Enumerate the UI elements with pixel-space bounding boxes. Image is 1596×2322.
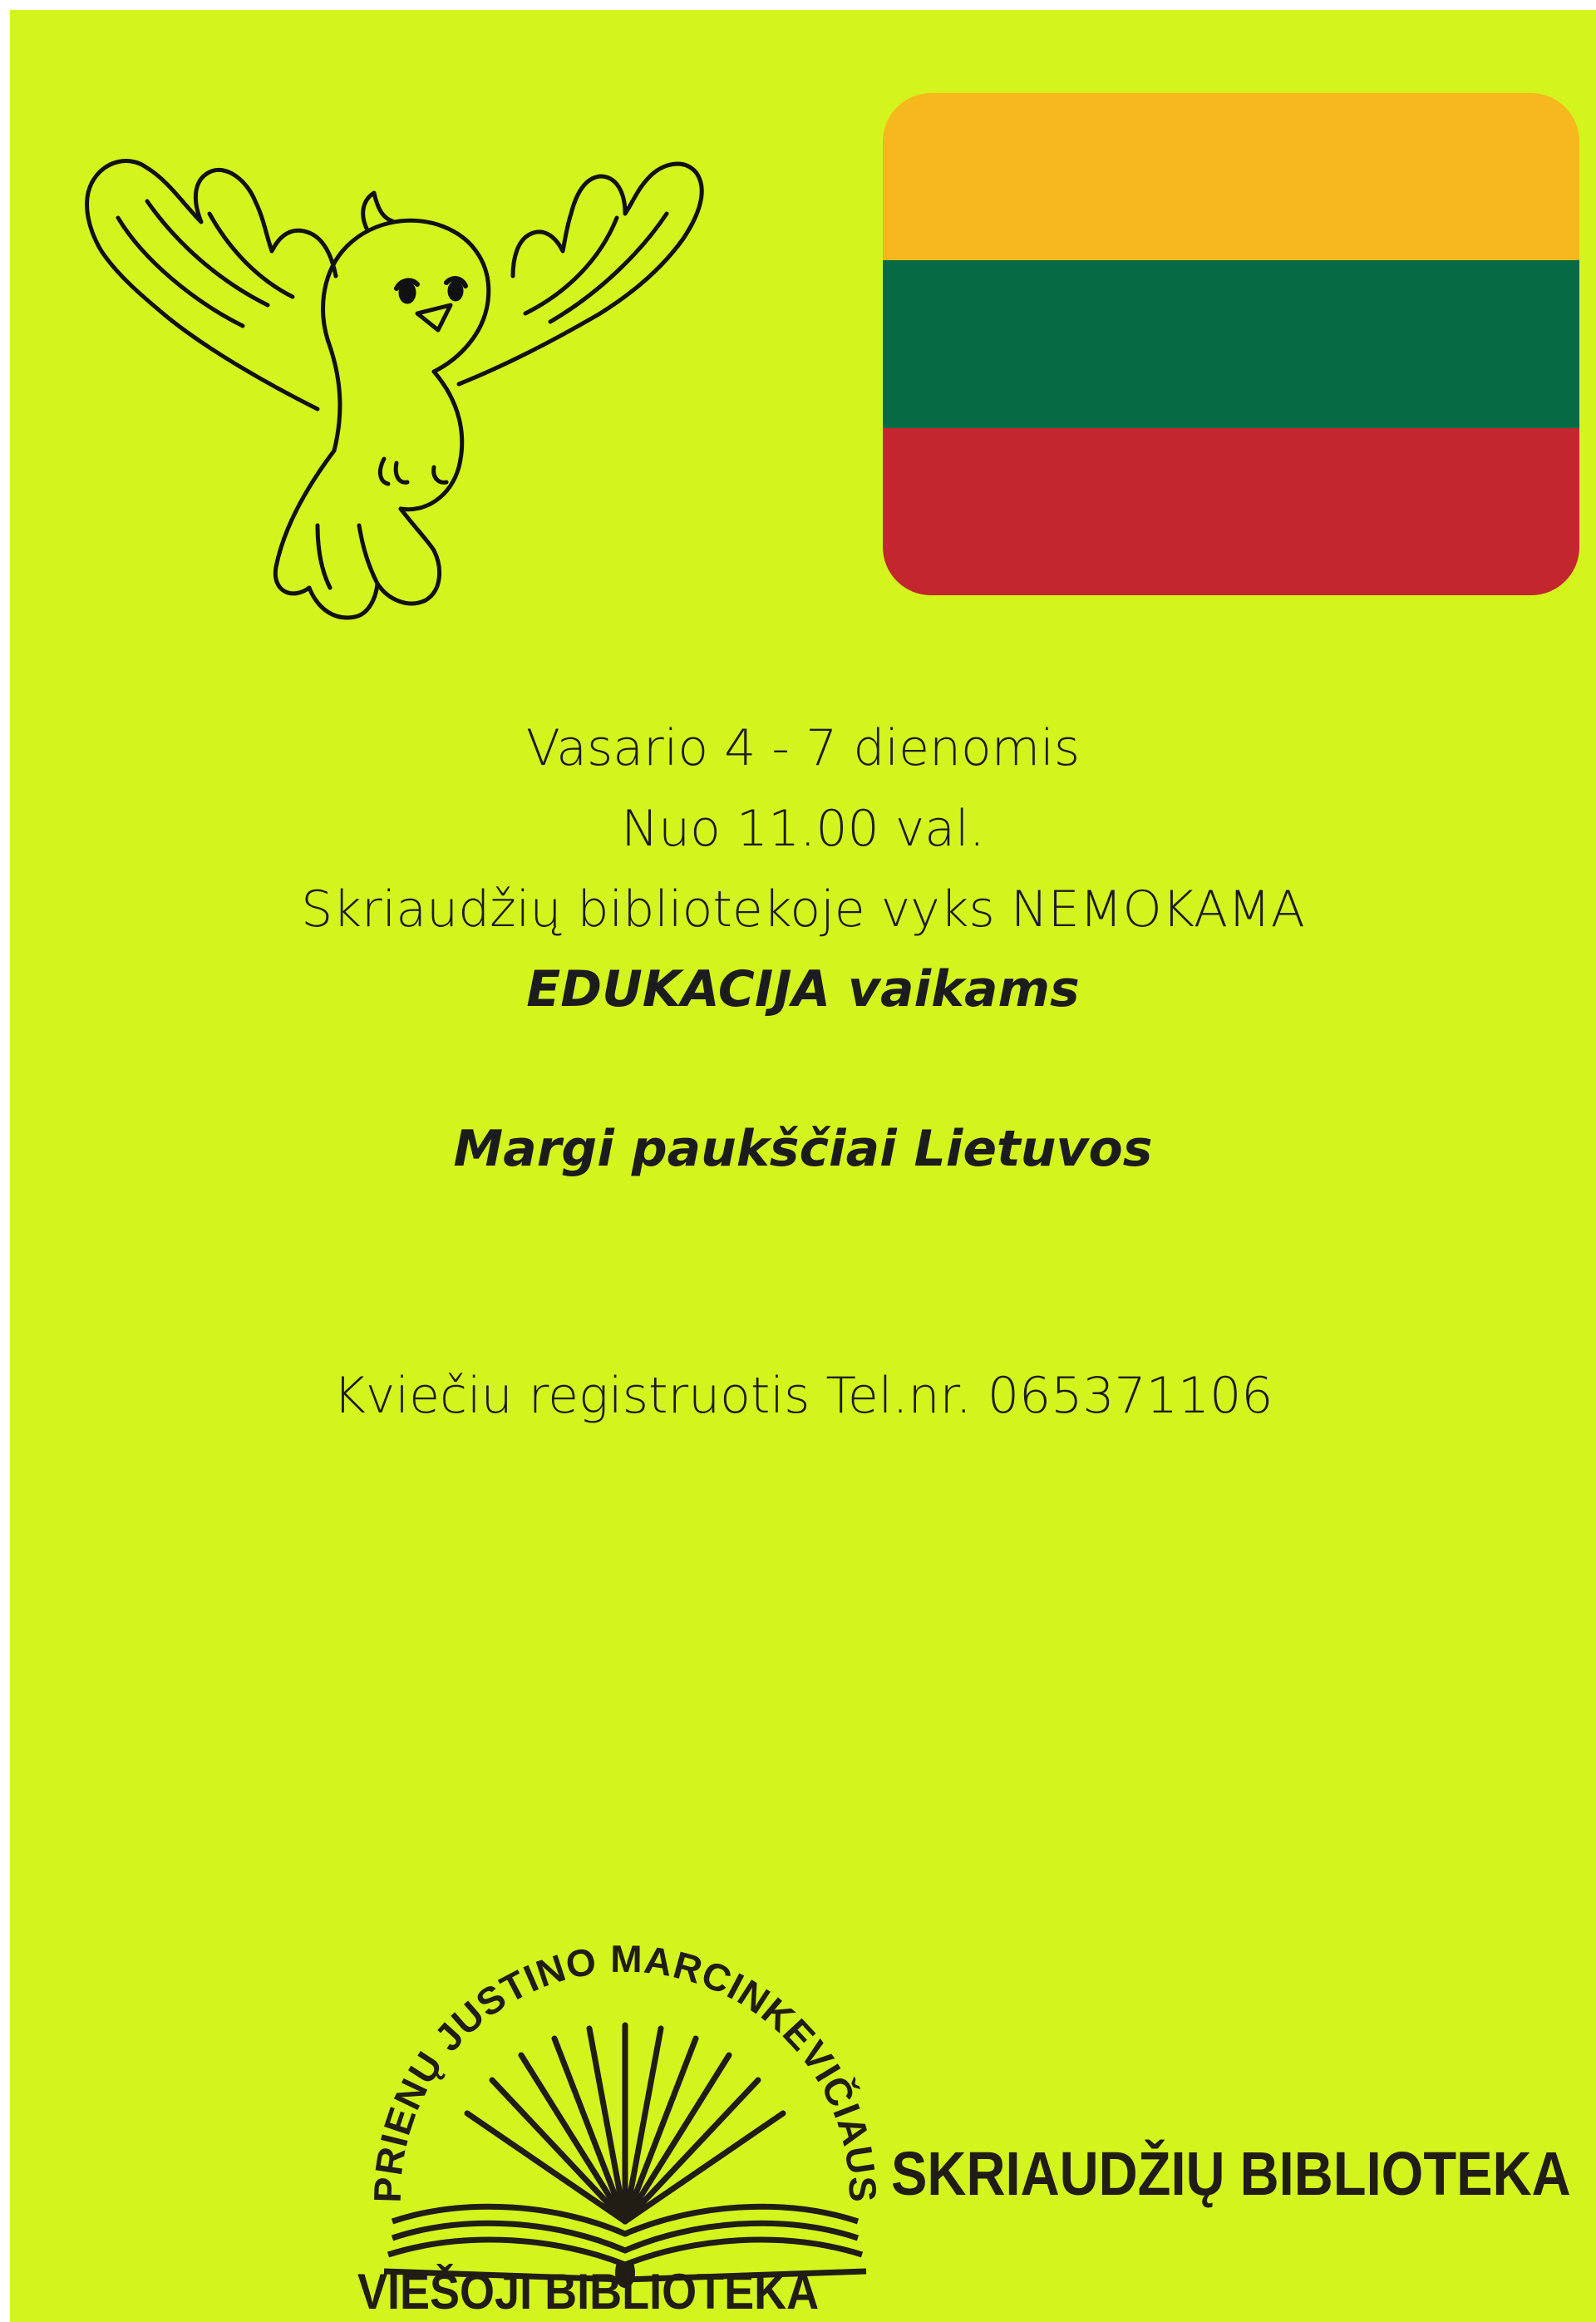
- branch-name: SKRIAUDŽIŲ BIBLIOTEKA: [891, 2139, 1571, 2208]
- flag-stripe-green: [883, 260, 1579, 427]
- logo-caption: VIEŠOJI BIBLIOTEKA: [357, 2264, 820, 2320]
- flag-stripe-yellow: [883, 93, 1579, 260]
- open-book-icon: [342, 1922, 908, 2322]
- event-type: EDUKACIJA vaikams: [526, 960, 1080, 1018]
- registration-info: Kviečiu registruotis Tel.nr. 065371106: [332, 1367, 1273, 1425]
- lithuanian-flag: [883, 93, 1579, 595]
- event-time: Nuo 11.00 val.: [621, 800, 985, 858]
- event-date: Vasario 4 - 7 dienomis: [525, 719, 1081, 777]
- flag-stripe-red: [883, 428, 1579, 595]
- bird-outline-icon: [68, 135, 733, 650]
- logo-arc-text: PRIENŲ JUSTINO MARCINKEVIČIAUS: [365, 1936, 885, 2204]
- event-place: Skriaudžių bibliotekoje vyks NEMOKAMA: [301, 880, 1305, 939]
- poster: [10, 10, 1596, 2322]
- event-title: Margi paukščiai Lietuvos: [453, 1120, 1153, 1178]
